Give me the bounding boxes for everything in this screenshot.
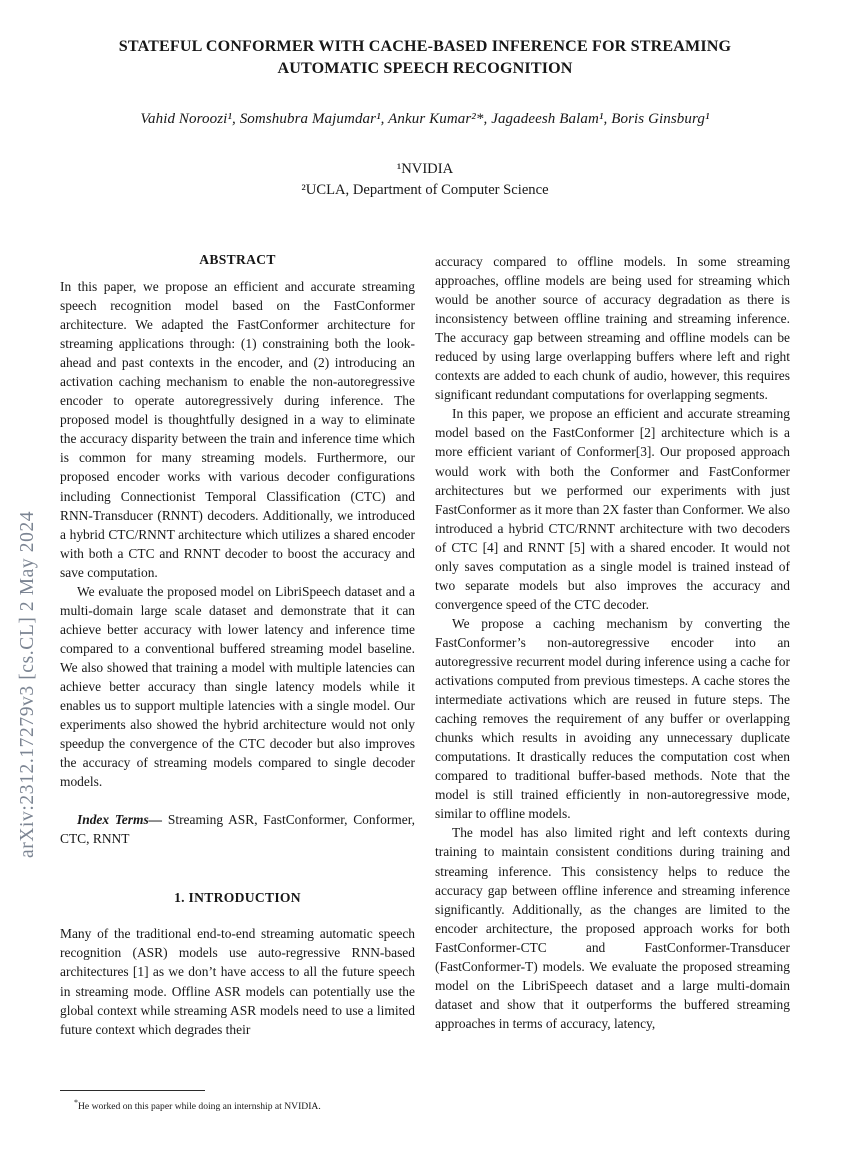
- footnote-rule: [60, 1090, 205, 1091]
- abstract-paragraph-1: In this paper, we propose an efficient and accurate streaming speech recognition model based on the FastConformer architecture. We adapted the FastConformer architecture for streaming applications through: (1) constraining both the look-ahead and past contexts in the encoder, and (2) introducing an activation caching mechanism to enable the non-autoregressive encoder to operate autoregressively during inference. The proposed model is thoughtfully designed in a way to eliminate the accuracy disparity between the train and inference time which is common for many streaming models. Furthermore, our proposed encoder works with various decoder configurations including Connectionist Temporal Classification (CTC) and RNN-Transducer (RNNT) decoders. Additionally, we introduced a hybrid CTC/RNNT architecture which utilizes a shared encoder with both a CTC and RNNT decoder to boost the accuracy and save computation.: [60, 279, 415, 580]
- abstract-heading: ABSTRACT: [199, 252, 276, 267]
- affiliation-list: [60, 159, 790, 201]
- index-terms-label: Index Terms—: [77, 812, 163, 828]
- index-terms-value: Streaming ASR, FastConformer, Conformer, CTC, RNNT: [60, 812, 416, 847]
- title-line-1: STATEFUL CONFORMER WITH CACHE-BASED INFERENCE FOR STREAMING: [118, 38, 732, 55]
- affiliation-nvidia: ¹NVIDIA: [396, 161, 454, 177]
- footnote-marker: *: [74, 1098, 78, 1107]
- abstract-paragraph-2: We evaluate the proposed model on LibriSpeech dataset and a multi-domain large scale dataset and demonstrate that it can achieve better accuracy with lower latency and inference time compared to a conventional buffered streaming model baseline. We also showed that training a model with multiple latencies can achieve better accuracy than single latency models while it enables us to support multiple latencies with a single model. Our experiments also showed the hybrid architecture would not only speedup the convergence of the CTC decoder but also improves the accuracy of streaming models compared to single decoder models.: [60, 583, 415, 790]
- paper-header: [60, 36, 790, 201]
- intro-paragraph-1: Many of the traditional end-to-end streaming automatic speech recognition (ASR) models use auto-regressive RNN-based architectures [1] as we don’t have access to all the future speech in streaming mode. Offline ASR models can potentially use the global context while streaming ASR models need to use a limited future context which degrades their: [60, 926, 415, 1037]
- footnote-text-content: He worked on this paper while doing an internship at NVIDIA.: [78, 1101, 321, 1113]
- title-line-2: AUTOMATIC SPEECH RECOGNITION: [277, 60, 573, 77]
- page-title: [60, 36, 790, 80]
- right-paragraph-3: We propose a caching mechanism by converting the FastConformer’s non-autoregressive encoder into an autoregressive recurrent model during inference using a cache for activations computed from previous timesteps. A cache stores the intermediate activations which are reused in future steps. The caching removes the requirement of any buffer or overlapping chunks which results in avoiding any unnecessary duplicate computations. It drastically reduces the computation cost when compared to traditional buffer-based methods. Note that the model is still trained efficiently in non-autoregressive mode, similar to offline models.: [435, 615, 790, 822]
- right-paragraph-2: In this paper, we propose an efficient and accurate streaming model based on the FastConformer [2] architecture which is a more efficient variant of Conformer[3]. Our proposed approach would work with both the Conformer and FastConformer architectures but we performed our experiments with just FastConformer as it more than 2X faster than Conformer. We also introduced a hybrid CTC/RNNT architecture with two decoders of CTC [4] and RNNT [5] with a shared encoder. It would not only saves computation as a single model is trained instead of two separate models but also improves the accuracy and convergence speed of the CTC decoder.: [435, 406, 790, 612]
- right-column: [435, 252, 790, 1033]
- footnote: [60, 1096, 415, 1113]
- two-column-body: [60, 252, 790, 1132]
- affiliation-ucla: ²UCLA, Department of Computer Science: [301, 182, 549, 198]
- arxiv-stamp-text: arXiv:2312.17279v3 [cs.CL] 2 May 2024: [17, 510, 38, 858]
- right-paragraph-1: accuracy compared to offline models. In some streaming approaches, offline models are being used for streaming which would be another source of accuracy degradation as there is inconsistency between offline training and streaming inference. The accuracy gap between streaming and offline models can be reduced by using large overlapping buffers where left and right contexts are added to each chunk of audio, however, this requires significant redundant computations for overlapping segments.: [435, 254, 790, 403]
- author-list-text: Vahid Noroozi¹, Somshubra Majumdar¹, Ankur Kumar²*, Jagadeesh Balam¹, Boris Ginsburg¹: [140, 111, 710, 127]
- footnote-area: [60, 1090, 415, 1113]
- index-terms: [60, 810, 415, 848]
- introduction-heading: 1. INTRODUCTION: [174, 890, 301, 906]
- author-list: [60, 109, 790, 129]
- left-column: [60, 252, 416, 1113]
- right-paragraph-4: The model has also limited right and left contexts during training to maintain consistent conditions during training and streaming inference. This consistency helps to reduce the accuracy gap between offline inference and streaming inference significantly. Additionally, as the changes are limited to the encoder architecture, the proposed approach works for both FastConformer-CTC and FastConformer-Transducer (FastConformer-T) models. We evaluate the proposed streaming model on the LibriSpeech dataset and a large multi-domain dataset and show that it outperforms the buffered streaming approaches in terms of accuracy, latency,: [435, 825, 790, 1031]
